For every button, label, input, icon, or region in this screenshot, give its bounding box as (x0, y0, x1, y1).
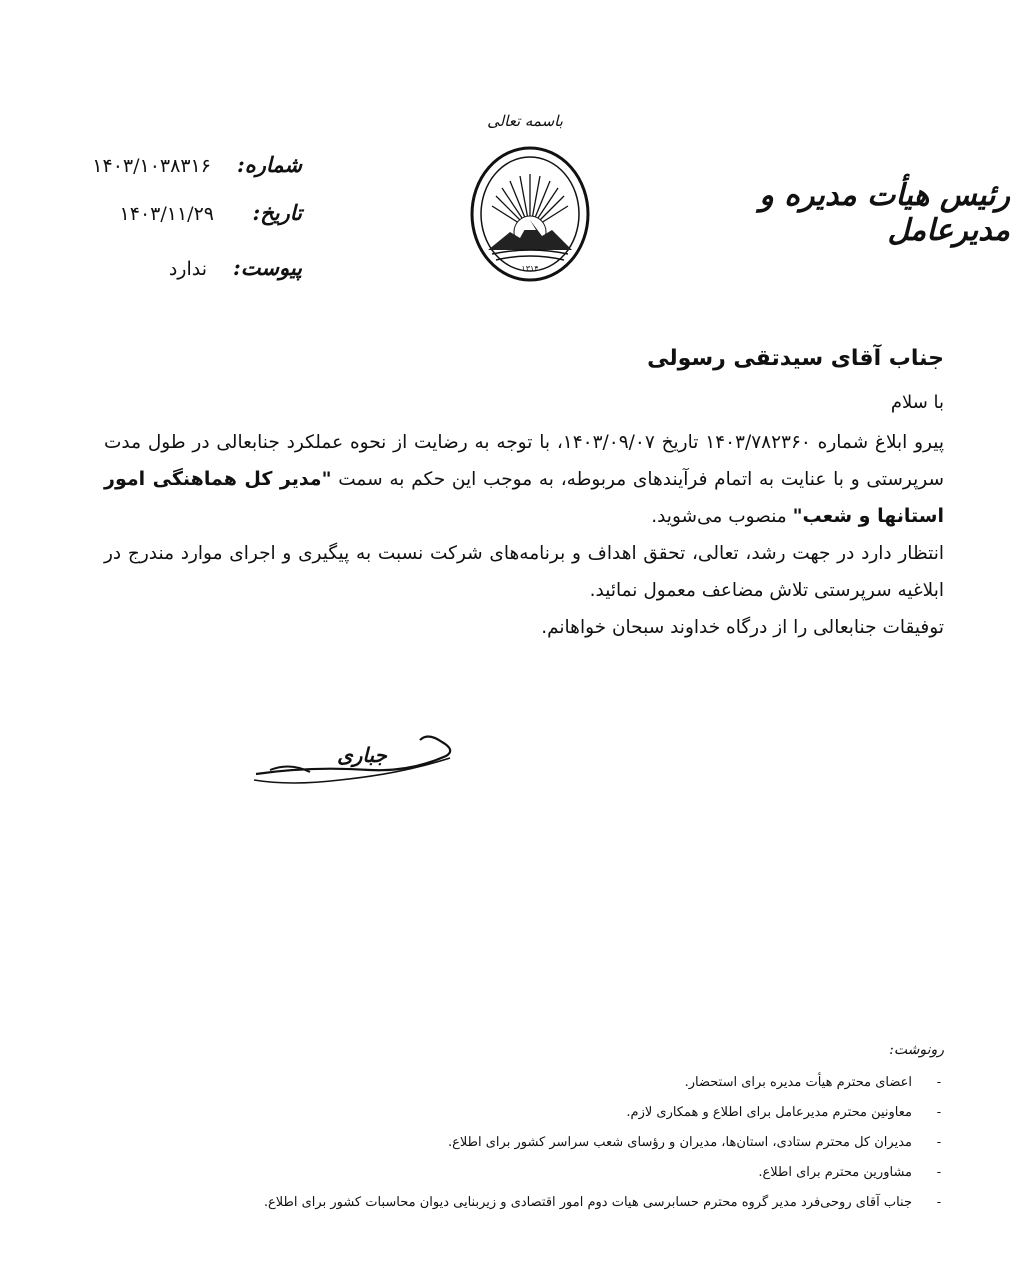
cc-list (224, 1068, 944, 1218)
signature-name: جباری (337, 743, 387, 767)
sender-title: رئیس هیأت مدیره و مدیرعامل (759, 178, 1010, 248)
cc-bullet: - (936, 1135, 942, 1150)
cc-bullet: - (936, 1165, 942, 1180)
cc-item-text: اعضای محترم هیأت مدیره برای استحضار. (684, 1075, 912, 1090)
recipient-name: جناب آقای سیدتقی رسولی (647, 346, 944, 371)
attachment-value: ندارد (168, 258, 207, 280)
cc-item-text: مدیران کل محترم ستادی، استان‌ها، مدیران و رؤسای شعب سراسر کشور برای اطلاع. (448, 1135, 912, 1150)
list-item (224, 1128, 944, 1158)
cc-bullet: - (936, 1105, 942, 1120)
cc-section (224, 1042, 944, 1218)
cc-bullet: - (936, 1075, 942, 1090)
cc-title: رونوشت: (889, 1042, 944, 1058)
list-item (224, 1068, 944, 1098)
attachment-label: پیوست: (233, 255, 302, 280)
position-title: "مدیر کل هماهنگی امور استانها و شعب" (104, 468, 944, 527)
basmala-heading: باسمه تعالی (487, 112, 563, 130)
signature (250, 722, 460, 794)
list-item (224, 1158, 944, 1188)
cc-item-text: جناب آقای روحی‌فرد مدیر گروه محترم حسابرسی هیات دوم امور اقتصادی و زیربنایی دیوان محاسبات کشور برای اطلاع. (263, 1195, 912, 1210)
number-label: شماره: (236, 152, 302, 177)
seal-year: ۱۳۱۴ (521, 264, 539, 273)
paragraph-appointment-intro: پیرو ابلاغ شماره ۱۴۰۳/۷۸۲۳۶۰ تاریخ ۱۴۰۳/۰۹/۰۷، با توجه به رضایت از نحوه عملکرد جنابعالی در طول مدت سرپرستی و با عنایت به اتمام فرآیندهای مربوطه، به موجب این حکم به سمت (104, 432, 944, 490)
letter-date-row (120, 200, 302, 225)
letter-number-row (92, 152, 302, 177)
paragraph-closing: توفیقات جنابعالی را از درگاه خداوند سبحان خواهانم. (541, 617, 944, 638)
list-item (224, 1188, 944, 1218)
letter-attachment-row (169, 255, 302, 280)
letter-body (104, 424, 944, 646)
date-label: تاریخ: (252, 200, 302, 225)
cc-bullet: - (936, 1195, 942, 1210)
number-value: ۱۴۰۳/۱۰۳۸۳۱۶ (92, 155, 211, 177)
date-value: ۱۴۰۳/۱۱/۲۹ (119, 203, 214, 225)
cc-item-text: مشاورین محترم برای اطلاع. (758, 1165, 912, 1180)
paragraph-appointment-end: منصوب می‌شوید. (651, 506, 787, 527)
paragraph-appointment (104, 424, 944, 535)
paragraph-expectation: انتظار دارد در جهت رشد، تعالی، تحقق اهداف و برنامه‌های شرکت نسبت به پیگیری و اجرای موارد مندرج در ابلاغیه سرپرستی تلاش مضاعف معمول نمائید. (104, 543, 944, 601)
list-item (224, 1098, 944, 1128)
greeting: با سلام (890, 392, 944, 413)
cc-item-text: معاونین محترم مدیرعامل برای اطلاع و همکاری لازم. (626, 1105, 912, 1120)
company-emblem-icon (466, 146, 594, 292)
